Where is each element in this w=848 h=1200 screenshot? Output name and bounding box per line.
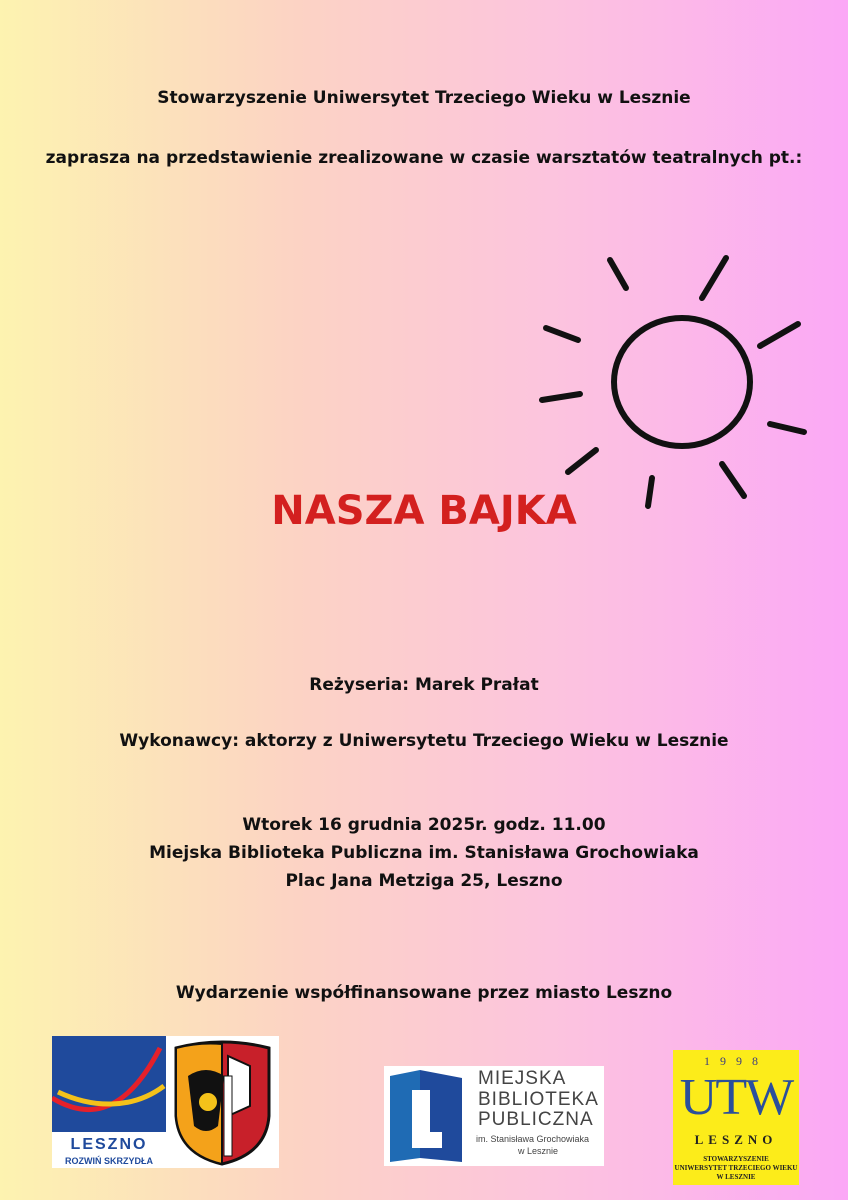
library-logo: [384, 1066, 604, 1166]
utw-subtitle-1: STOWARZYSZENIE: [703, 1155, 769, 1163]
coat-of-arms-icon: [166, 1036, 279, 1168]
director-credit: Reżyseria: Marek Prałat: [309, 675, 539, 695]
utw-year: 1998: [704, 1054, 768, 1068]
library-name-line5: w Lesznie: [518, 1146, 559, 1156]
leszno-logo-slogan: ROZWIŃ SKRZYDŁA: [65, 1156, 153, 1166]
event-venue: Miejska Biblioteka Publiczna im. Stanisława Grochowiaka: [149, 843, 699, 863]
utw-city: LESZNO: [694, 1132, 778, 1147]
leszno-logo-name: LESZNO: [70, 1136, 148, 1153]
leszno-city-logo: [52, 1036, 166, 1168]
leszno-coat-of-arms: [166, 1036, 279, 1168]
event-date: Wtorek 16 grudnia 2025r. godz. 11.00: [242, 815, 606, 835]
funding-note: Wydarzenie współfinansowane przez miasto Leszno: [175, 983, 673, 1003]
library-name-line4: im. Stanisława Grochowiaka: [476, 1134, 590, 1144]
utw-subtitle-2: UNIWERSYTET TRZECIEGO WIEKU: [674, 1164, 798, 1172]
invitation-text: zaprasza na przedstawienie zrealizowane w czasie warsztatów teatralnych pt.:: [45, 148, 803, 168]
leszno-logo-background: [52, 1036, 166, 1132]
event-address: Plac Jana Metziga 25, Leszno: [285, 871, 563, 891]
utw-subtitle-3: W LESZNIE: [716, 1173, 756, 1181]
book-icon: [384, 1066, 474, 1166]
utw-logo: [673, 1050, 799, 1185]
library-name-line2: BIBLIOTEKA: [478, 1089, 599, 1110]
performers-credit: Wykonawcy: aktorzy z Uniwersytetu Trzeciego Wieku w Lesznie: [119, 731, 729, 751]
play-title: NASZA BAJKA: [271, 488, 577, 534]
wings-icon: [52, 1036, 166, 1132]
organization-name: Stowarzyszenie Uniwersytet Trzeciego Wieku w Lesznie: [157, 88, 691, 108]
utw-mark: UTW: [679, 1069, 793, 1126]
library-name-line1: MIEJSKA: [478, 1068, 567, 1089]
library-name-line3: PUBLICZNA: [478, 1109, 594, 1130]
